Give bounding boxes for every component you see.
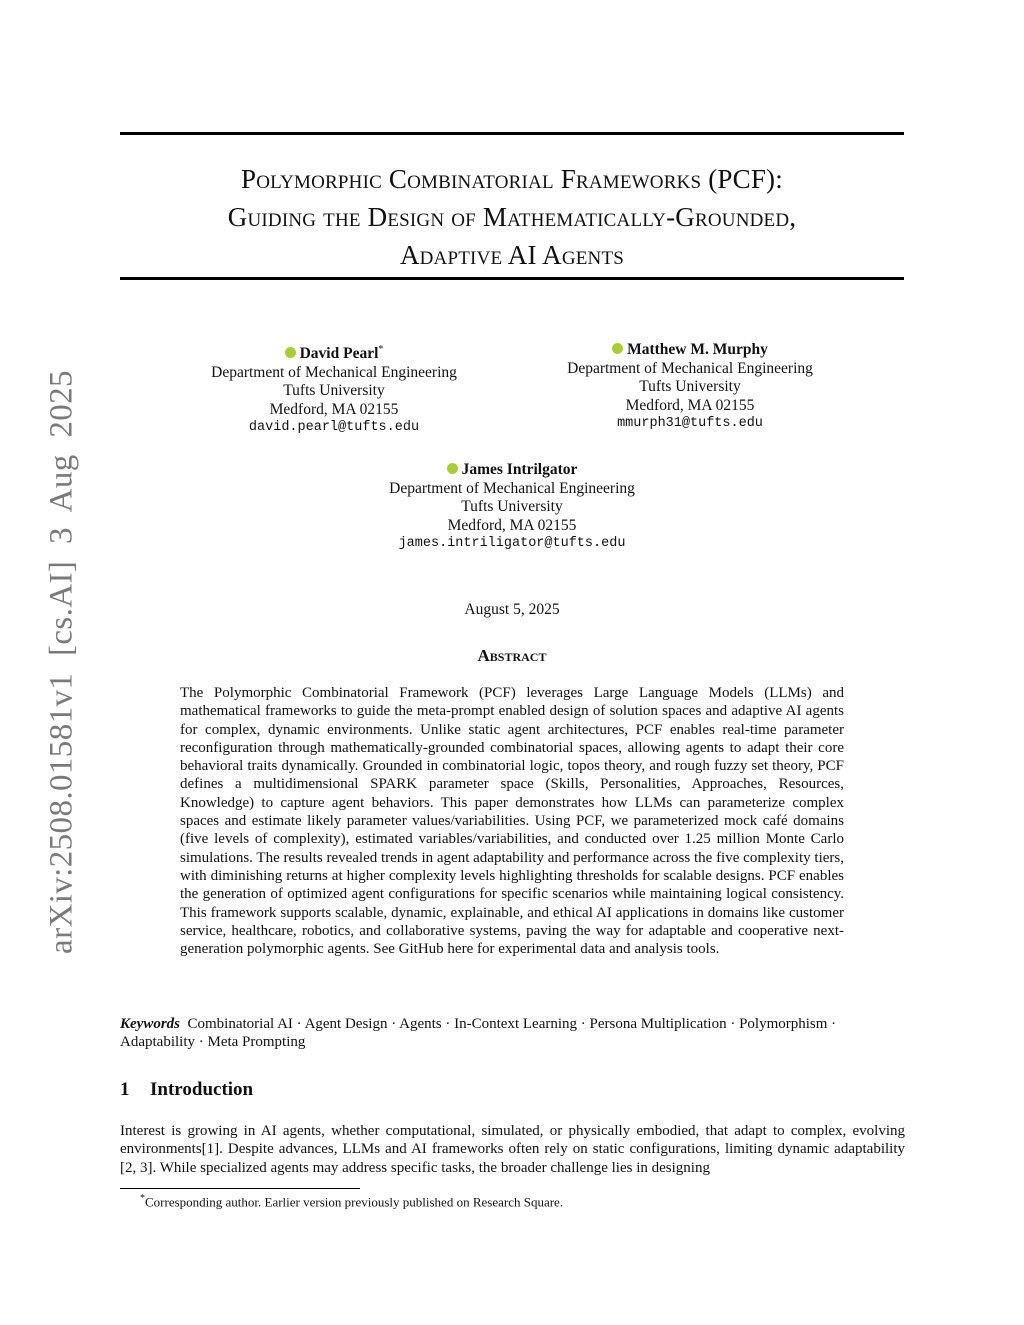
author-email[interactable]: james.intriligator@tufts.edu	[398, 536, 626, 551]
section-number: 1	[120, 1079, 130, 1100]
author-university: Tufts University	[639, 378, 741, 395]
author-university: Tufts University	[283, 382, 385, 400]
author-block-1	[184, 341, 484, 438]
orcid-icon[interactable]	[447, 463, 458, 474]
author-city: Medford, MA 02155	[625, 396, 755, 414]
title-line-2: Guiding the Design of Mathematically-Grounded,	[227, 202, 797, 232]
footnote	[140, 1193, 563, 1210]
keywords-list: Combinatorial AI · Agent Design · Agents · In-Context Learning · Persona Multiplication · Polymorphism · Adaptability · Meta Prompting	[120, 1016, 837, 1051]
author-university: Tufts University	[461, 498, 563, 515]
introduction-text: Interest is growing in AI agents, whether computational, simulated, or physically embodied, that adapt to complex, evolving environments[1]. Despite advances, LLMs and AI frameworks often rely on static configurations, limiting dynamic adaptability [2, 3]. While specialized agents may address specific tasks, the broader challenge lies in designing	[120, 1123, 905, 1176]
abstract-heading: Abstract	[477, 646, 547, 665]
title-top-rule	[120, 132, 904, 135]
author-city: Medford, MA 02155	[269, 400, 399, 418]
author-department: Department of Mechanical Engineering	[211, 363, 457, 381]
author-email[interactable]: mmurph31@tufts.edu	[617, 416, 763, 431]
author-department: Department of Mechanical Engineering	[567, 359, 813, 377]
author-city: Medford, MA 02155	[447, 516, 577, 534]
author-block-3	[362, 461, 662, 554]
orcid-icon[interactable]	[612, 343, 623, 354]
footnote-mark: *	[140, 1193, 145, 1204]
paper-title	[120, 160, 904, 274]
section-heading	[120, 1079, 253, 1101]
arxiv-identifier: arXiv:2508.01581v1 [cs.AI] 3 Aug 2025	[43, 370, 80, 954]
keywords-label: Keywords	[120, 1016, 180, 1032]
paper-date: August 5, 2025	[464, 601, 560, 618]
section-title: Introduction	[150, 1079, 254, 1100]
author-name: James Intrilgator	[461, 461, 578, 478]
title-line-1: Polymorphic Combinatorial Frameworks (PCF):	[241, 164, 783, 194]
author-department: Department of Mechanical Engineering	[389, 479, 635, 497]
author-name: Matthew M. Murphy	[627, 341, 768, 358]
keywords	[120, 1015, 904, 1052]
corresponding-mark: *	[378, 344, 384, 355]
abstract-text: The Polymorphic Combinatorial Framework (PCF) leverages Large Language Models (LLMs) and mathematical frameworks to guide the meta-prompt enabled design of solution spaces and adaptive AI agents for complex, dynamic environments. Unlike static agent architectures, PCF enables real-time parameter reconfiguration through mathematically-grounded combinatorial spaces, allowing agents to adapt their core behavioral traits dynamically. Grounded in combinatorial logic, topos theory, and rough fuzzy set theory, PCF defines a multidimensional SPARK parameter space (Skills, Personalities, Approaches, Resources, Knowledge) to capture agent behaviors. This paper demonstrates how LLMs can parameterize complex spaces and estimate likely parameter values/variabilities. Using PCF, we parameterized mock café domains (five levels of complexity), estimated variables/variabilities, and conducted over 1.25 million Monte Carlo simulations. The results revealed trends in agent adaptability and performance across the five complexity tiers, with diminishing returns at higher complexity levels highlighting thresholds for scalable designs. PCF enables the generation of optimized agent configurations for specific scenarios while maintaining logical consistency. This framework supports scalable, dynamic, explainable, and ethical AI applications in domains like customer service, healthcare, robotics, and collaborative systems, paving the way for adaptable and cooperative next-generation polymorphic agents. See GitHub here for experimental data and analysis tools.	[180, 685, 844, 958]
footnote-text: Corresponding author. Earlier version previously published on Research Square.	[145, 1194, 564, 1210]
author-email[interactable]: david.pearl@tufts.edu	[248, 420, 420, 436]
title-bottom-rule	[120, 277, 904, 280]
footnote-rule	[120, 1188, 360, 1189]
orcid-icon[interactable]	[285, 347, 296, 358]
author-name: David Pearl	[299, 345, 379, 363]
author-block-2	[540, 341, 840, 434]
title-line-3: Adaptive AI Agents	[399, 240, 625, 270]
